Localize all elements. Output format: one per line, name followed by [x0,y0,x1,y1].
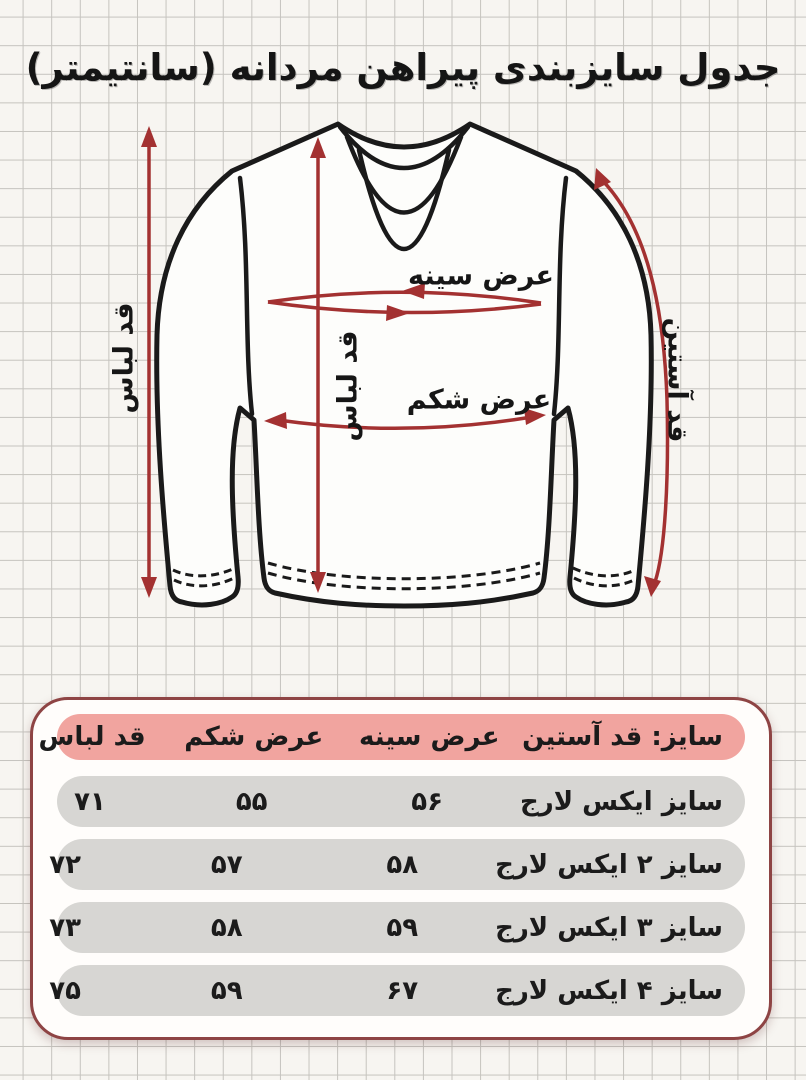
cell-belly-value: ۵۹ [210,975,243,1006]
shirt-outline [157,124,652,606]
label-chest-width: عرض سینه [408,260,554,292]
cell-belly-value: ۵۷ [210,849,243,880]
cell-size-label: سایز ایکس لارج [520,786,723,817]
header-belly-width: عرض شکم [184,722,324,752]
label-garment-length-center: قد لباس [332,330,364,442]
size-table-card [30,697,772,1040]
cell-size-label: سایز ۴ ایکس لارج [495,975,723,1006]
cell-size-label: سایز ۲ ایکس لارج [495,849,723,880]
table-row [49,965,745,1016]
label-sleeve-length: قد آستین [661,317,693,443]
cell-chest-value: ۶۷ [386,975,419,1006]
cell-belly-value: ۵۵ [235,786,268,817]
cell-size-label: سایز ۳ ایکس لارج [495,912,723,943]
table-header-row [38,714,745,760]
cell-length-value: ۷۵ [49,975,81,1006]
label-belly-width: عرض شکم [406,384,552,416]
table-row [49,902,745,953]
cell-chest-value: ۵۶ [411,786,443,817]
cell-belly-value: ۵۸ [210,912,243,943]
page-title: جدول سایزبندی پیراهن مردانه (سانتیمتر) [25,46,781,89]
table-row [57,776,745,827]
label-garment-length-left: قد لباس [108,302,140,414]
cell-chest-value: ۵۹ [386,912,419,943]
header-size-sleeve: سایز: قد آستین [522,722,723,752]
cell-chest-value: ۵۸ [386,849,419,880]
table-row [49,839,745,890]
cell-length-value: ۷۱ [74,786,106,817]
cell-length-value: ۷۳ [49,912,81,943]
header-garment-length: قد لباس [38,722,146,752]
cell-length-value: ۷۲ [49,849,81,880]
header-chest-width: عرض سینه [358,722,500,752]
